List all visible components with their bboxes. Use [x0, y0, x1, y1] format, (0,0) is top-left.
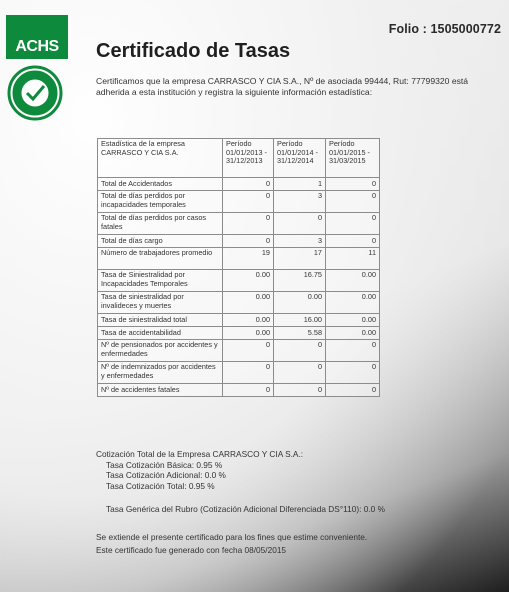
row-value: 16.00 [274, 314, 326, 327]
table-row [98, 292, 380, 314]
closing-section [96, 531, 367, 557]
table-header-cell: Período 01/01/2015 - 31/03/2015 [326, 139, 380, 178]
row-value: 0.00 [223, 292, 274, 314]
row-value: 0.00 [274, 292, 326, 314]
row-label: Total de días cargo [98, 235, 223, 248]
row-value: 0.00 [326, 270, 380, 292]
table-row [98, 248, 380, 270]
row-value: 17 [274, 248, 326, 270]
row-label: Tasa de siniestralidad por invalideces y muertes [98, 292, 223, 314]
row-label: Número de trabajadores promedio [98, 248, 223, 270]
row-value: 0 [223, 340, 274, 362]
row-value: 0.00 [326, 292, 380, 314]
table-row [98, 384, 380, 397]
iso-certification-seal-icon [7, 65, 63, 121]
row-value: 3 [274, 235, 326, 248]
row-value: 0 [326, 384, 380, 397]
row-value: 0.00 [223, 327, 274, 340]
row-label: Tasa de siniestralidad total [98, 314, 223, 327]
row-value: 0.00 [223, 270, 274, 292]
row-value: 0 [326, 191, 380, 213]
table-header-row [98, 139, 380, 178]
row-value: 0 [223, 178, 274, 191]
table-row [98, 213, 380, 235]
row-label: Tasa de accidentabilidad [98, 327, 223, 340]
row-value: 5.58 [274, 327, 326, 340]
row-value: 0 [274, 362, 326, 384]
row-label: Total de días perdidos por casos fatales [98, 213, 223, 235]
table-header-cell: Período 01/01/2013 - 31/12/2013 [223, 139, 274, 178]
row-value: 0.00 [223, 314, 274, 327]
table-row [98, 178, 380, 191]
row-label: Total de días perdidos por incapacidades temporales [98, 191, 223, 213]
cotizacion-title: Cotización Total de la Empresa CARRASCO Y CIA S.A.: [96, 449, 304, 459]
table-row [98, 191, 380, 213]
row-value: 0 [326, 340, 380, 362]
table-header-cell: Período 01/01/2014 - 31/12/2014 [274, 139, 326, 178]
row-label: Total de Accidentados [98, 178, 223, 191]
row-value: 0 [326, 178, 380, 191]
row-value: 16.75 [274, 270, 326, 292]
closing-line: Se extiende el presente certificado para los fines que estime conveniente. [96, 532, 368, 542]
row-value: 19 [223, 248, 274, 270]
row-value: 0 [274, 384, 326, 397]
table-row [98, 270, 380, 292]
row-value: 1 [274, 178, 326, 191]
folio-number: Folio : 1505000772 [388, 22, 501, 36]
row-value: 0 [223, 235, 274, 248]
achs-logo [6, 15, 68, 59]
tasa-adicional: Tasa Cotización Adicional: 0.0 % [106, 470, 226, 480]
row-value: 0 [274, 213, 326, 235]
generation-date-line: Este certificado fue generado con fecha 08/05/2015 [96, 545, 287, 555]
row-value: 0.00 [326, 314, 380, 327]
row-value: 0 [223, 362, 274, 384]
row-value: 0 [326, 362, 380, 384]
row-label: Nº de accidentes fatales [98, 384, 223, 397]
table-row [98, 362, 380, 384]
logo-text: ACHS [15, 38, 59, 55]
tasa-basica: Tasa Cotización Básica: 0.95 % [106, 459, 223, 470]
intro-paragraph: Certificamos que la empresa CARRASCO Y CIA S.A., Nº de asociada 99444, Rut: 77799320 está adherida a esta institución y registra la siguiente información estadística: [96, 76, 469, 97]
row-value: 0 [223, 384, 274, 397]
table-row [98, 314, 380, 327]
row-value: 3 [274, 191, 326, 213]
row-label: Nº de indemnizados por accidentes y enfermedades [98, 362, 223, 384]
row-value: 0 [326, 213, 380, 235]
cotizacion-section [96, 449, 303, 491]
row-label: Nº de pensionados por accidentes y enfermedades [98, 340, 223, 362]
row-value: 0 [223, 213, 274, 235]
row-value: 0 [326, 235, 380, 248]
row-value: 11 [326, 248, 380, 270]
row-label: Tasa de Siniestralidad por Incapacidades Temporales [98, 270, 223, 292]
tasa-generica: Tasa Genérica del Rubro (Cotización Adicional Diferenciada DS°110): 0.0 % [106, 504, 385, 514]
row-value: 0 [223, 191, 274, 213]
table-row [98, 340, 380, 362]
table-header-cell: Estadística de la empresa CARRASCO Y CIA S.A. [98, 139, 223, 178]
row-value: 0 [274, 340, 326, 362]
page-title: Certificado de Tasas [96, 40, 291, 62]
table-row [98, 235, 380, 248]
tasa-total: Tasa Cotización Total: 0.95 % [106, 480, 215, 491]
table-row [98, 327, 380, 340]
row-value: 0.00 [326, 327, 380, 340]
statistics-table [97, 138, 380, 397]
